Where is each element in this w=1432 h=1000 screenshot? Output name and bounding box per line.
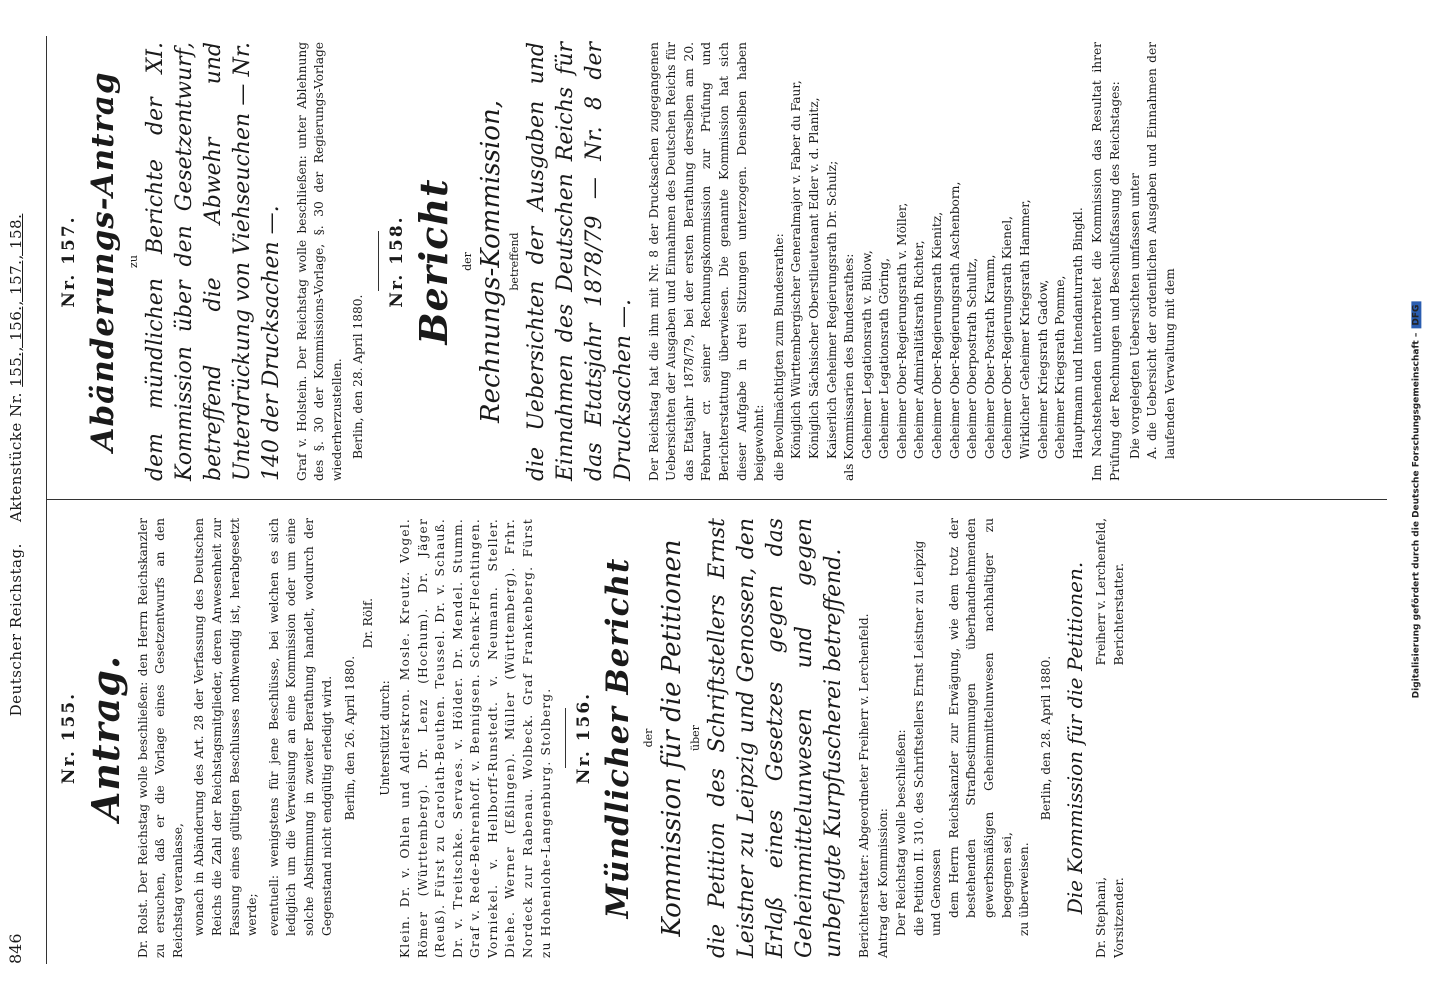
signature-chair-role: Vorsitzender. <box>1111 877 1126 958</box>
section-158-p1: Der Reichstag hat die ihm mit Nr. 8 der Drucksachen zugegangenen Uebersichten der Ausgaben und Einnahmen des Deutschen Reichs für das Etatsjahr 1878/79, bei der ersten Berathung derselben am 20. Februar cr. seiner Rechnungskommission zur Prüfung und Berichterstattung überwiesen. Die genannte Kommission hat sich dieser Aufgabe in drei Sitzungen unterzogen. Denselben haben beigewohnt: <box>646 42 767 481</box>
running-head-title <box>7 36 25 894</box>
section-156-place-date: Berlin, den 28. April 1880. <box>1038 655 1053 821</box>
section-157-subject: dem mündlichen Berichte der XI. Kommission über den Gesetzentwurf, betreffend die Abwehr und Unterdrückung von Viehseuchen — Nr. 140 der Drucksachen —. <box>142 42 284 481</box>
section-156-motion-1: Der Reichstag wolle beschließen: <box>894 729 909 936</box>
list-item: Geheimer Legationsrath v. Bülow, <box>859 250 874 459</box>
list-item: Geheimer Legationsrath Göring, <box>877 257 892 459</box>
section-156-motion-4: zu überweisen. <box>1017 842 1032 936</box>
section-divider <box>378 232 379 292</box>
list-item: Hauptmann und Intendanturrath Bingkl. <box>1070 207 1085 459</box>
section-156-commission: Kommission für die Petitionen <box>656 539 687 937</box>
section-155-title: Antrag. <box>82 654 128 822</box>
section-156-ueber: über <box>688 725 702 751</box>
section-156-number: Nr. 156. <box>574 691 595 785</box>
section-divider <box>565 708 566 768</box>
watermark-text-wrap <box>1411 302 1421 699</box>
list-item: Geheimer Kriegsrath Gadow, <box>1035 279 1050 459</box>
section-158-p6: A. die Uebersicht der ordentlichen Ausgaben und Einnahmen der laufenden Verwaltung mit dem <box>1145 42 1177 459</box>
section-158-commission: Rechnungs-Kommission, <box>475 100 506 423</box>
section-155-signer: Dr. Rölf. <box>360 598 375 649</box>
list-item: Wirklicher Geheimer Kriegsrath Hammer, <box>1018 199 1033 459</box>
list-item: Kaiserlich Geheimer Regierungsrath Dr. Schulz; <box>824 160 839 459</box>
section-158-p5: Die vorgelegten Uebersichten umfassen unter <box>1127 173 1142 459</box>
section-157-number: Nr. 157. <box>59 215 79 308</box>
section-157-title: Abänderungs-Antrag <box>84 71 121 452</box>
section-157-zu: zu <box>126 255 140 268</box>
section-155-p1: wonach in Abänderung des Art. 28 der Verfassung des Deutschen Reichs die Zahl der Reichstagsmitglieder, deren Anwesenheit zur Fassung eines gültigen Beschlusses nothwendig ist, herabgesetzt werde; <box>192 518 260 936</box>
right-column <box>47 24 1387 500</box>
section-155-p2: eventuell: wenigstens für jene Beschlüsse, bei welchen es sich lediglich um die Verweisung an eine Kommission oder um eine solche Abstimmung in zweiter Berathung handelt, wodurch der Gegenstand nicht endgültig erledigt wird. <box>266 518 334 936</box>
section-158-betreffend: betreffend <box>507 232 521 291</box>
section-158-p2: die Bevollmächtigten zum Bundesrathe: <box>771 233 786 481</box>
section-158-subject: die Uebersichten der Ausgaben und Einnahmen des Deutschen Reichs für das Etatsjahr 1878/79 — Nr. 8 der Drucksachen —. <box>523 42 636 481</box>
running-head-middle: Aktenstücke Nr. <box>7 392 25 523</box>
section-155-intro: Dr. Rolst. Der Reichstag wolle beschließen: den Herrn Reichskanzler zu ersuchen, daß er die Vorlage eines Gesetzentwurfs an den Reichstag veranlasse, <box>135 518 185 958</box>
dfg-watermark <box>1406 0 1426 1000</box>
running-head <box>6 24 46 976</box>
dfg-logo: DFG <box>1411 302 1421 329</box>
list-item: Geheimer Ober-Regierungsrath Aschenborn, <box>947 181 962 459</box>
list-item: Geheimer Oberpostrath Schultz, <box>965 257 980 459</box>
section-156-reporter: Berichterstatter: Abgeordneter Freiherr v. Lerchenfeld. <box>856 613 871 958</box>
running-head-left: Deutscher Reichstag. <box>7 543 25 717</box>
signature-chair-name: Dr. Stephani, <box>1094 876 1109 958</box>
list-item: Königlich Württembergischer Generalmajor v. Faber du Faur, <box>789 80 804 459</box>
list-item: Geheimer Kriegsrath Pomme, <box>1053 275 1068 459</box>
section-155-number: Nr. 155. <box>59 691 79 785</box>
delegates-list <box>788 42 841 481</box>
section-158-p3: als Kommissarien des Bundesrathes: <box>842 253 857 481</box>
section-157-place-date: Berlin, den 28. April 1880. <box>351 294 366 459</box>
list-item: Geheimer Ober-Regierungsrath Kienitz, <box>930 211 945 459</box>
section-156-signatures <box>1093 518 1128 958</box>
signature-reporter-name: Freiherr v. Lerchenfeld, <box>1094 518 1109 666</box>
section-156-title: Mündlicher Bericht <box>599 557 636 919</box>
running-head-numbers: 155., 156., 157., 158. <box>7 213 25 387</box>
section-157-motion: Graf v. Holstein. Der Reichstag wolle beschließen: unter Ablehnung des §. 30 der Kommissions-Vorlage, §. 30 der Regierungs-Vorlage wiederherzustellen. <box>294 42 344 481</box>
section-156-der: der <box>641 728 655 748</box>
signature-reporter <box>1093 518 1128 665</box>
section-158-der: der <box>460 252 474 271</box>
section-158-title: Bericht <box>410 178 456 345</box>
list-item: Königlich Sächsischer Oberstlieutenant Edler v. d. Planitz, <box>806 97 821 459</box>
section-155-supported-label: Unterstützt durch: <box>378 680 393 796</box>
section-156-motion-2: die Petition II. 310. des Schriftstellers Ernst Leistner zu Leipzig und Genossen <box>911 540 944 936</box>
commissioners-list <box>859 42 1088 481</box>
signature-reporter-role: Berichterstatter. <box>1111 563 1126 666</box>
section-155-place-date: Berlin, den 26. April 1880. <box>343 655 358 821</box>
list-item: Geheimer Ober-Regierungsrath v. Möller, <box>894 202 909 459</box>
section-156-subject: die Petition des Schriftstellers Ernst Leistner zu Leipzig und Genossen, den Erlaß eines Gesetzes gegen das Geheimmittelunwesen und gegen unbefugte Kurpfuscherei betreffend. <box>704 518 846 958</box>
list-item: Geheimer Admiralitätsrath Richter, <box>912 240 927 459</box>
list-item: Geheimer Ober-Postrath Kramm, <box>982 254 997 459</box>
watermark-text: Digitalisierung gefördert durch die Deutsche Forschungsgemeinschaft – <box>1411 332 1422 699</box>
section-156-closing: Die Kommission für die Petitionen. <box>1063 561 1088 915</box>
section-155-supporters: Klein. Dr. v. Ohlen und Adlerskron. Mosle. Kreutz. Vogel. Römer (Württemberg). Dr. Lenz (Hochum). Dr. Jäger (Reuß). Fürst zu Carolath-Beuthen. Teussel. Dr. v. Schauß. Dr. v. Treitschke. Servaes. v. Hölder. Dr. Mendel. Stumm. Graf v. Rede-Behrenhoff. v. Bennigsen. Schenk-Flechtingen. Vorniekel. v. Hellborff-Runstedt. v. Neumann. Steller. Diehe. Werner (Eßlingen). Müller (Württemberg). Frhr. Nordeck zur Rabenau. Wolbeck. Graf Frankenberg. Fürst zu Hohenlohe-Langenburg. Stolberg. <box>397 518 553 958</box>
section-158-p4: Im Nachstehenden unterbreitet die Kommission das Resultat ihrer Prüfung der Rechnungen und Beschlußfassung des Reichstages: <box>1090 42 1122 481</box>
list-item: Geheimer Ober-Regierungsrath Kienel, <box>1000 216 1015 459</box>
section-156-motion-label: Antrag der Kommission: <box>876 808 891 958</box>
columns <box>47 24 1387 976</box>
section-156-motion-3: dem Herrn Reichskanzler zur Erwägung, wie dem trotz der bestehenden Strafbestimmungen überhandnehmenden gewerbsmäßigen Geheimmittelunwesen nachhaltiger zu begegnen sei, <box>946 518 1014 918</box>
page-number: 846 <box>6 933 25 964</box>
signature-chair <box>1093 877 1128 958</box>
section-158-number: Nr. 158. <box>386 215 407 308</box>
left-column <box>47 500 1387 976</box>
